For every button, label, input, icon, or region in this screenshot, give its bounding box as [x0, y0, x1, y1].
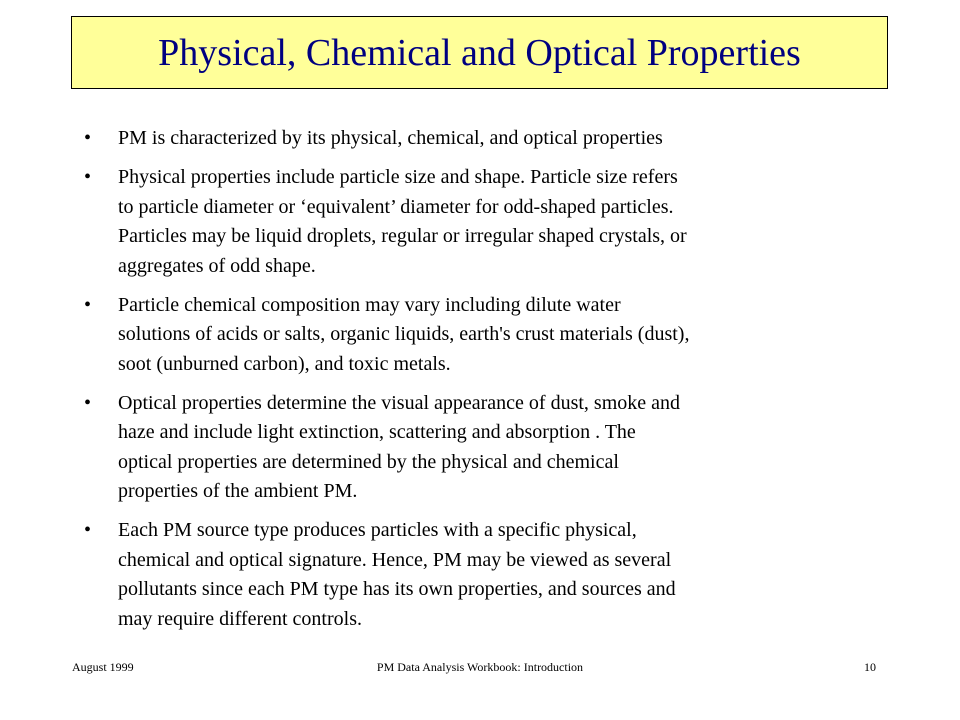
bullet-line: chemical and optical signature. Hence, PM may be viewed as several: [118, 548, 672, 571]
bullet-dot-icon: •: [84, 391, 92, 414]
slide-title: Physical, Chemical and Optical Properties: [158, 31, 801, 74]
bullet-dot-icon: •: [84, 166, 92, 188]
bullet-line: Each PM source type produces particles with a specific physical,: [118, 519, 637, 541]
bullet-item: [84, 516, 884, 634]
bullet-line: haze and include light extinction, scattering and absorption . The: [118, 421, 636, 443]
bullet-line: to particle diameter or ‘equivalent’ diameter for odd-shaped particles.: [118, 195, 674, 218]
bullet-line: properties of the ambient PM.: [118, 480, 358, 502]
bullet-list: [84, 124, 884, 644]
bullet-line: optical properties are determined by the physical and chemical: [118, 450, 619, 473]
bullet-line: solutions of acids or salts, organic liquids, earth's crust materials (dust),: [118, 323, 690, 345]
bullet-line: Physical properties include particle size and shape. Particle size refers: [118, 166, 678, 188]
footer-source: PM Data Analysis Workbook: Introduction: [376, 660, 584, 674]
bullet-dot-icon: •: [84, 293, 92, 316]
bullet-line: PM is characterized by its physical, chemical, and optical properties: [118, 127, 663, 149]
bullet-item: [84, 389, 884, 507]
title-banner: [71, 16, 888, 89]
bullet-line: Particles may be liquid droplets, regular or irregular shaped crystals, or: [118, 225, 687, 247]
bullet-dot-icon: •: [84, 127, 92, 149]
bullet-line: soot (unburned carbon), and toxic metals.: [118, 352, 451, 375]
bullet-line: pollutants since each PM type has its own properties, and sources and: [118, 578, 676, 600]
footer-date: August 1999: [72, 660, 134, 674]
footer-page-number: 10: [864, 660, 876, 674]
bullet-item: [84, 124, 884, 154]
bullet-line: Optical properties determine the visual appearance of dust, smoke and: [118, 391, 681, 414]
bullet-line: aggregates of odd shape.: [118, 254, 316, 277]
bullet-line: Particle chemical composition may vary including dilute water: [118, 293, 621, 316]
bullet-dot-icon: •: [84, 519, 92, 541]
bullet-line: may require different controls.: [118, 607, 362, 630]
bullet-item: [84, 163, 884, 281]
bullet-item: [84, 291, 884, 380]
